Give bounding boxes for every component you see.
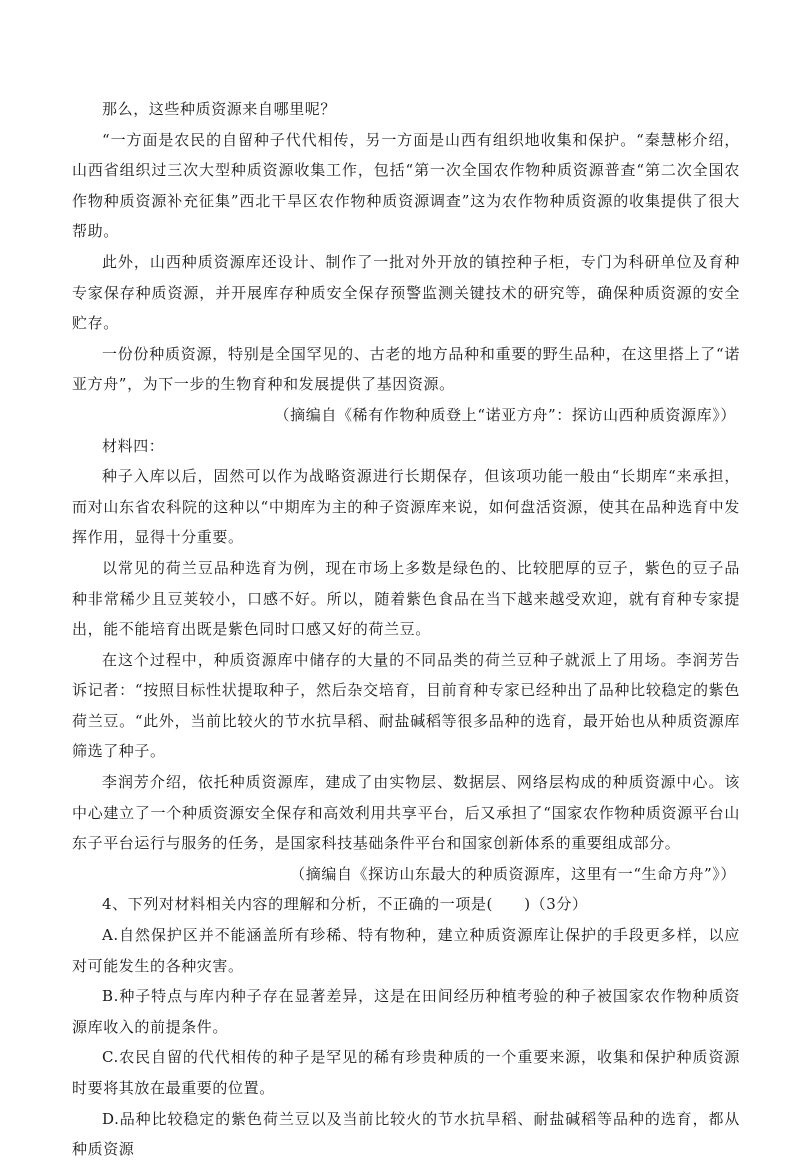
question-stem: 4、下列对材料相关内容的理解和分析，不正确的一项是( )（3分） <box>102 895 588 914</box>
source-material-4: （摘编自《探访山东最大的种质资源库，这里有一“生命方舟”》） <box>290 864 736 883</box>
source-material-3: （摘编自《稀有作物种质登上“诺亚方舟”：探访山西种质资源库》） <box>274 405 736 424</box>
paragraph-seed-cabinet: 此外，山西种质资源库还设计、制作了一批对外开放的镇控种子柜，专门为科研单位及育种专家保存种质资源，并开展库存种质安全保存预警监测关键技术的研究等，确保种质资源的安全贮存。 <box>72 252 740 333</box>
paragraph-noah-ark: 一份份种质资源，特别是全国罕见的、古老的地方品种和重要的野生品种，在这里搭上了“诺亚方舟”，为下一步的生物育种和发展提供了基因资源。 <box>72 344 740 394</box>
option-b: B.种子特点与库内种子存在显著差异，这是在田间经历种植考验的种子被国家农作物种质资源库收入的前提条件。 <box>72 987 740 1036</box>
material-4-paragraph-2: 以常见的荷兰豆品种选育为例，现在市场上多数是绿色的、比较肥厚的豆子，紫色的豆子品种非常稀少且豆荚较小，口感不好。所以，随着紫色食品在当下越来越受欢迎，就有育种专家提出，能不能培育出既是紫色同时口感又好的荷兰豆。 <box>72 558 740 639</box>
material-4-paragraph-3: 在这个过程中，种质资源库中储存的大量的不同品类的荷兰豆种子就派上了用场。李润芳告诉记者：“按照目标性状提取种子，然后杂交培育，目前育种专家已经种出了品种比较稳定的紫色荷兰豆。“此外，当前比较火的节水抗旱稻、耐盐碱稻等很多品种的选育，最开始也从种质资源库筛选了种子。 <box>72 650 740 761</box>
option-c: C.农民自留的代代相传的种子是罕见的稀有珍贵种质的一个重要来源，收集和保护种质资源时要将其放在最重要的位置。 <box>72 1048 740 1097</box>
material-4-paragraph-1: 种子入库以后，固然可以作为战略资源进行长期保存，但该项功能一般由“长期库“来承担，而对山东省农科院的这种以“中期库为主的种子资源库来说，如何盘活资源，使其在品种选育中发挥作用，显得十分重要。 <box>72 467 740 547</box>
material-4-paragraph-4: 李润芳介绍，依托种质资源库，建成了由实物层、数据层、网络层构成的种质资源中心。该中心建立了一个种质资源安全保存和高效利用共享平台，后又承担了“国家农作物种质资源平台山东子平台运行与服务的任务，是国家科技基础条件平台和国家创新体系的重要组成部分。 <box>72 773 740 853</box>
option-d: D.品种比较稳定的紫色荷兰豆以及当前比较火的节水抗旱稻、耐盐碱稻等品种的选育，都从种质资源 <box>72 1109 740 1159</box>
option-a: A.自然保护区并不能涵盖所有珍稀、特有物种，建立种质资源库让保护的手段更多样，以应对可能发生的各种灾害。 <box>72 926 740 975</box>
material-4-label: 材料四： <box>102 436 165 455</box>
paragraph-question-origin: 那么，这些种质资源来自哪里呢？ <box>102 100 337 118</box>
paragraph-collection: “一方面是农民的自留种子代代相传，另一方面是山西有组织地收集和保护。“秦慧彬介绍，山西省组织过三次大型种质资源收集工作，包括“第一次全国农作物种质资源普查“第二次全国农作物种质资源补充征集”西北干旱区农作物种质资源调查”这为农作物种质资源的收集提供了很大帮助。 <box>72 130 740 241</box>
